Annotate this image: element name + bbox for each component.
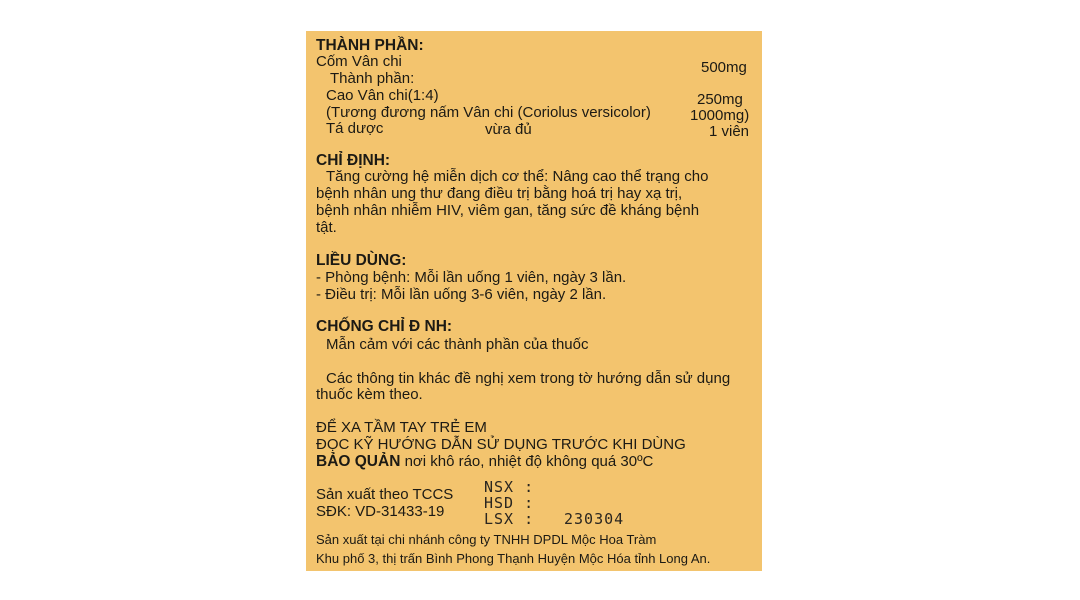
unit-text: 1 viên [709,123,750,140]
extract-name: Cao Vân chi(1:4) [326,87,439,104]
contraindications-heading: CHỐNG CHỈ Đ NH: [316,318,453,335]
excipient-qty: vừa đủ [485,121,532,138]
warning-children: ĐỂ XA TẦM TAY TRẺ EM [316,419,487,436]
warning-read-instructions: ĐỌC KỸ HƯỚNG DẪN SỬ DỤNG TRƯỚC KHI DÙNG [316,436,686,453]
indications-line: tật. [316,219,337,236]
indications-line: bệnh nhân nhiễm HIV, viêm gan, tăng sức đề kháng bệnh [316,202,700,219]
indications-line: Tăng cường hệ miễn dịch cơ thể: Nâng cao thể trạng cho [326,168,709,185]
contraindications-text: Mẫn cảm với các thành phần của thuốc [326,336,589,353]
registration-number: SĐK: VD-31433-19 [316,503,445,520]
composition-heading: THÀNH PHẦN: [316,37,424,54]
storage-line [316,454,653,470]
granule-name: Cốm Vân chi [316,53,402,70]
indications-heading: CHỈ ĐỊNH: [316,152,391,169]
dosage-line: - Điều trị: Mỗi lần uống 3-6 viên, ngày 2 lần. [316,286,607,303]
other-info-line: Các thông tin khác đề nghị xem trong tờ hướng dẫn sử dụng [326,370,731,387]
extract-amount: 250mg [697,91,743,108]
equivalent-amount: 1000mg) [690,107,750,124]
nsx-label: NSX : [484,478,535,496]
equivalent-text: (Tương đương nấm Vân chi (Coriolus versicolor) [326,104,651,121]
granule-amount: 500mg [701,59,747,76]
lsx-value: 230304 [564,510,625,528]
storage-text: nơi khô ráo, nhiệt độ không quá 30ºC [404,453,654,470]
indications-line: bệnh nhân ung thư đang điều trị bằng hoá trị hay xạ trị, [316,185,683,202]
production-standard: Sản xuất theo TCCS [316,486,454,503]
dosage-line: - Phòng bệnh: Mỗi lần uống 1 viên, ngày 3 lần. [316,269,627,286]
manufacturer-line: Sản xuất tại chi nhánh công ty TNHH DPDL Mộc Hoa Tràm [316,532,657,547]
hsd-label: HSD : [484,494,535,512]
sub-heading: Thành phần: [330,70,415,87]
dosage-heading: LIỀU DÙNG: [316,252,407,269]
other-info-line: thuốc kèm theo. [316,386,423,403]
storage-label: BẢO QUẢN [316,453,401,470]
manufacturer-address: Khu phố 3, thị trấn Bình Phong Thạnh Huyện Mộc Hóa tỉnh Long An. [316,551,711,566]
excipient-label: Tá dược [326,120,384,137]
lsx-label: LSX : [484,510,535,528]
